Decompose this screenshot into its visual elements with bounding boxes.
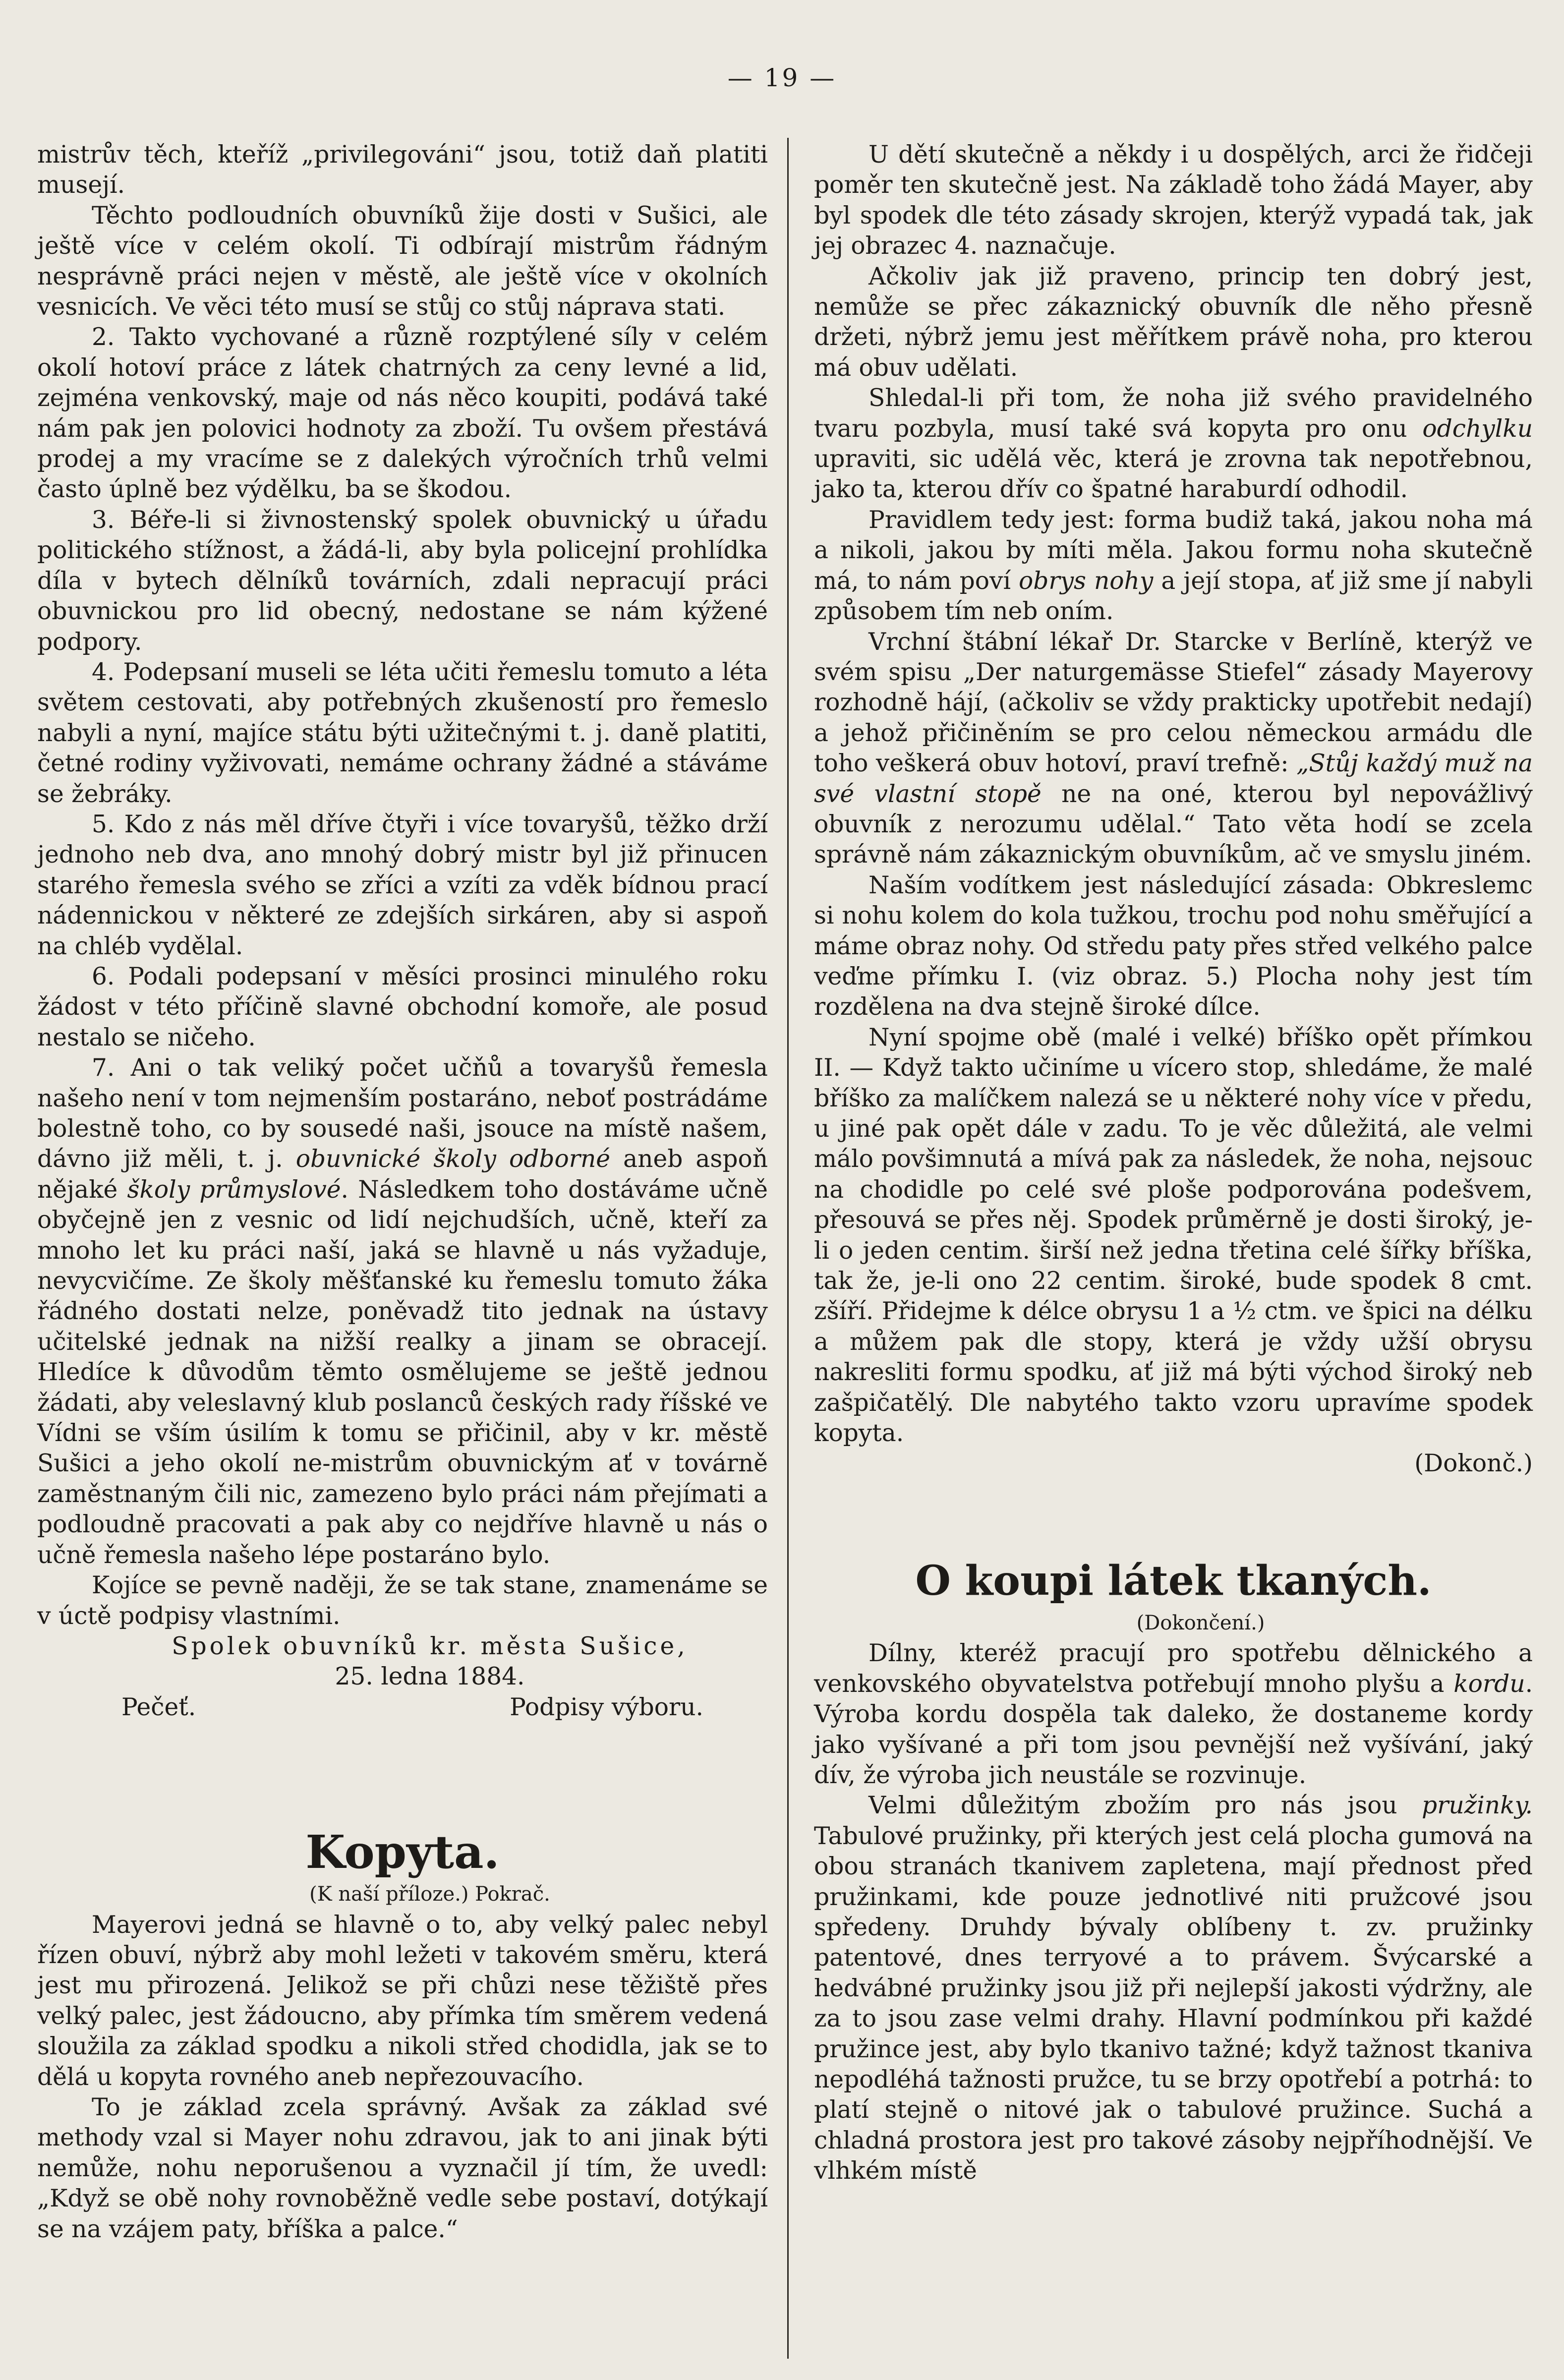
- text-run: Shledal-li při tom, že noha již svého pravidelného tvaru pozbyla, musí také svá kopyta pro onu: [814, 384, 1533, 443]
- text-run: . Následkem toho dostáváme učně obyčejně jen z vesnic od lidí nejchudších, učně, kteří za mnoho let ku práci naší, jaká se hlavně u nás vyžaduje, nevycvičíme. Ze školy měšťanské ku řemeslu tomuto žáka řádného dostati nelze, poněvadž tito jednak na ústavy učitelské jednak na nižší realky a jinam se obracejí. Hledíce k důvodům těmto osmělujeme se ještě jednou žádati, aby veleslavný klub poslanců českých rady říšské ve Vídni se vším úsilím k tomu se přičinil, aby v kr. městě Sušici a jeho okolí ne-mistrům obuvnickým ať v továrně zaměstnaným čili nic, zamezeno bylo práci nám přejímati a podloudně pracovati a pak aby co nejdříve hlavně u nás o učně řemesla našeho lépe postaráno bylo.: [37, 1175, 768, 1569]
- paragraph: [814, 1638, 1533, 1791]
- paragraph: U dětí skutečně a někdy i u dospělých, arci že řidčeji poměr ten skutečně jest. Na základě toho žádá Mayer, aby byl spodek dle této zásady skrojen, kterýž vypadá tak, jak jej obrazec 4. naznačuje.: [814, 141, 1533, 260]
- section-title-kopyta: Kopyta.: [305, 1825, 500, 1879]
- paragraph: 2. Takto vychované a různě rozptýlené síly v celém okolí hotoví práce z látek chatrných za ceny levné a lid, zejména venkovský, maje od nás něco koupiti, podává také nám pak jen polovici hodnoty za zboží. Tu ovšem přestává prodej a my vracíme se z dalekých výročních trhů velmi často úplně bez výdělku, ba se škodou.: [37, 323, 768, 504]
- text-run: 7. Ani o tak veliký počet učňů a tovaryšů řemesla našeho není v tom nejmenším postaráno, neboť postrádáme bolestně toho, co by sousedé naši, jsouce na místě našem, dávno již měli, t. j.: [37, 1054, 768, 1173]
- text-run: Dílny, kteréž pracují pro spotřebu dělnického a venkovského obyvatelstva potřebují mnoho plyšu a: [814, 1639, 1533, 1698]
- text-run: Velmi důležitým zbožím pro nás jsou: [869, 1792, 1397, 1820]
- seal-label: Pečeť.: [121, 1693, 196, 1721]
- text-run: Pravidlem tedy jest: forma budiž taká, jakou noha má a nikoli, jakou by míti měla. Jakou formu noha skutečně má, to nám poví: [814, 506, 1533, 595]
- right-column: [814, 140, 1533, 2187]
- section-title-textiles: O koupi látek tkaných.: [915, 1557, 1432, 1605]
- signatures-label: Podpisy výboru.: [510, 1693, 703, 1721]
- closing-paragraph: Kojíce se pevně naději, že se tak stane, znamenáme se v úctě podpisy vlastními.: [37, 1571, 768, 1630]
- text-run: aneb aspoň nějaké: [37, 1145, 768, 1204]
- paragraph: [814, 383, 1533, 505]
- page-number: — 19 —: [727, 63, 837, 92]
- section-subtitle-textiles: (Dokončení.): [1136, 1611, 1265, 1634]
- signature-row: [37, 1692, 768, 1723]
- paragraph: [814, 627, 1533, 871]
- emphasis-text: odchylku: [1422, 414, 1533, 443]
- emphasis-text: školy průmyslové: [127, 1175, 341, 1204]
- paragraph: To je základ zcela správný. Avšak za základ své methody vzal si Mayer nohu zdravou, jak to ani jinak býti nemůže, nohu neporušenou a vyznačil jí tím, že uvedl: „Když se obě nohy rovnoběžně vedle sebe postaví, dotýkají se na vzájem paty, bříška a palce.“: [37, 2093, 768, 2243]
- text-run: a její stopa, ať již sme jí nabyli způsobem tím neb oním.: [814, 567, 1533, 626]
- section-gap: [814, 1479, 1533, 1554]
- emphasis-text: „Stůj každý muž na své vlastní stopě: [814, 750, 1533, 808]
- continuation-note: (Dokonč.): [1414, 1450, 1533, 1478]
- paragraph: 5. Kdo z nás měl dříve čtyři i více tovaryšů, těžko drží jednoho neb dva, ano mnohý dobrý mistr byl již přinucen starého řemesla svého se zříci a vzíti za vděk bídnou prací nádennickou v některé ze zdejších sirkáren, aby si aspoň na chléb vydělal.: [37, 810, 768, 960]
- section-gap: [37, 1723, 768, 1825]
- paragraph: Těchto podloudních obuvníků žije dosti v Sušici, ale ještě více v celém okolí. Ti odbírají mistrům řádným nesprávně práci nejen v městě, ale ještě více v okolních vesnicích. Ve věci této musí se stůj co stůj náprava stati.: [37, 201, 768, 321]
- paragraph: Naším vodítkem jest následující zásada: Obkreslemc si nohu kolem do kola tužkou, trochu pod nohu směřující a máme obraz nohy. Od středu paty přes střed velkého palce veďme přímku I. (viz obraz. 5.) Plocha nohy jest tím rozdělena na dva stejně široké dílce.: [814, 871, 1533, 1021]
- text-run: upraviti, sic udělá věc, která je zrovna tak nepotřebnou, jako ta, kterou dřív co špatné haraburdí odhodil.: [814, 445, 1533, 504]
- emphasis-text: obuvnické školy odborné: [295, 1145, 611, 1173]
- signature-date: 25. ledna 1884.: [335, 1663, 525, 1691]
- paragraph: Ačkoliv jak již praveno, princip ten dobrý jest, nemůže se přec zákaznický obuvník dle něho přesně držeti, nýbrž jemu jest měřítkem právě noha, pro kterou má obuv udělati.: [814, 262, 1533, 382]
- text-run: . Výroba kordu dospěla tak daleko, že dostaneme kordy jako vyšívané a při tom jsou pevnější než vyšívání, jaký dív, že výroba jich neustále se rozvinuje.: [814, 1670, 1533, 1789]
- text-run: ne na oné, kterou byl nepovážlivý obuvník z nerozumu udělal.“ Tato věta hodí se zcela správně nám zákaznickým obuvníkům, ač ve smyslu jiném.: [814, 780, 1533, 869]
- text-run: Tabulové pružinky, při kterých jest celá plocha gumová na obou stranách tkanivem zapletena, mají přednost před pružinkami, kde pouze jednotlivé niti pružcové jsou spředeny. Druhdy bývaly oblíbeny t. zv. pružinky patentové, dnes terryové a to právem. Švýcarské a hedvábné pružinky jsou již při nejlepší jakosti výdržny, ale za to jsou zase velmi drahy. Hlavní podmínkou při každé pružince jest, aby bylo tkanivo tažné; když tažnost tkaniva nepodléhá tažnosti pružce, tu se brzy opotřebí a potrhá: to platí stejně o nitové jak o tabulové pružince. Suchá a chladná prostora jest pro takové zásoby nejpříhodnější. Ve vlhkém místě: [814, 1822, 1533, 2185]
- emphasis-text: obrys nohy: [1019, 567, 1154, 595]
- paragraph: 3. Béře-li si živnostenský spolek obuvnický u úřadu politického stížnost, a žádá-li, aby byla policejní prohlídka díla v bytech dělníků továrních, zdali nepracují práci obuvnickou pro lid obecný, nedostane se nám kýžené podpory.: [37, 506, 768, 656]
- column-divider: [787, 138, 789, 2359]
- paragraph: Nyní spojme obě (malé i velké) bříško opět přímkou II. — Když takto učiníme u vícero stop, shledáme, že malé bříško za malíčkem nalezá se u některé nohy více v předu, u jiné pak opět dále v zadu. To je věc důležitá, ale velmi málo povšimnutá a mívá pak za následek, že noha, nejsouc na chodidle po celé své ploše podporována podešvem, přesouvá se přes něj. Spodek průměrně je dosti široký, je-li o jeden centim. širší než jedna třetina celé šířky bříška, tak že, je-li ono 22 centim. široké, bude spodek 8 cmt. zšíří. Přidejme k délce obrysu 1 a ½ ctm. ve špici na délku a můžem pak dle stopy, která je vždy užší obrysu nakresliti formu spodku, ať již má býti východ široký neb zašpičatělý. Dle nabytého takto vzoru upravíme spodek kopyta.: [814, 1023, 1533, 1448]
- paragraph: [814, 1791, 1533, 2186]
- signature-society: Spolek obuvníků kr. města Sušice,: [172, 1632, 688, 1660]
- paragraph: 4. Podepsaní museli se léta učiti řemeslu tomuto a léta světem cestovati, aby potřebných zkušeností pro řemeslo nabyli a nyní, majíce státu býti užitečnými t. j. daně platiti, četné rodiny vyživovati, nemáme ochrany žádné a stáváme se žebráky.: [37, 658, 768, 808]
- paragraph: Mayerovi jedná se hlavně o to, aby velký palec nebyl řízen obuví, nýbrž aby mohl ležeti v takovém směru, která jest mu přirozená. Jelikož se při chůzi nese těžiště přes velký palec, jest žádoucno, aby přímka tím směrem vedená sloužila za základ spodku a nikoli střed chodidla, jak se to dělá u kopyta rovného aneb nepřezouvacího.: [37, 1911, 768, 2091]
- text-run: Vrchní štábní lékař Dr. Starcke v Berlíně, kterýž ve svém spisu „Der naturgemässe Stiefel“ zásady Mayerovy rozhodně hájí, (ačkoliv se vždy prakticky upotřebit nedají) a jehož přičiněním se pro celou německou armádu dle toho veškerá obuv hotoví, praví trefně:: [814, 628, 1533, 778]
- paragraph-7: [37, 1053, 768, 1570]
- paragraph: 6. Podali podepsaní v měsíci prosinci minulého roku žádost v této příčině slavné obchodní komoře, ale posud nestalo se ničeho.: [37, 962, 768, 1051]
- emphasis-text: pružinky.: [1422, 1792, 1533, 1820]
- paragraph: [814, 505, 1533, 627]
- paragraph-opening: mistrův těch, kteříž „privilegováni“ jsou, totiž daň platiti musejí.: [37, 141, 768, 199]
- left-column: [37, 140, 768, 2245]
- section-subtitle-kopyta: (K naší příloze.) Pokrač.: [309, 1883, 550, 1906]
- emphasis-text: kordu: [1453, 1670, 1525, 1698]
